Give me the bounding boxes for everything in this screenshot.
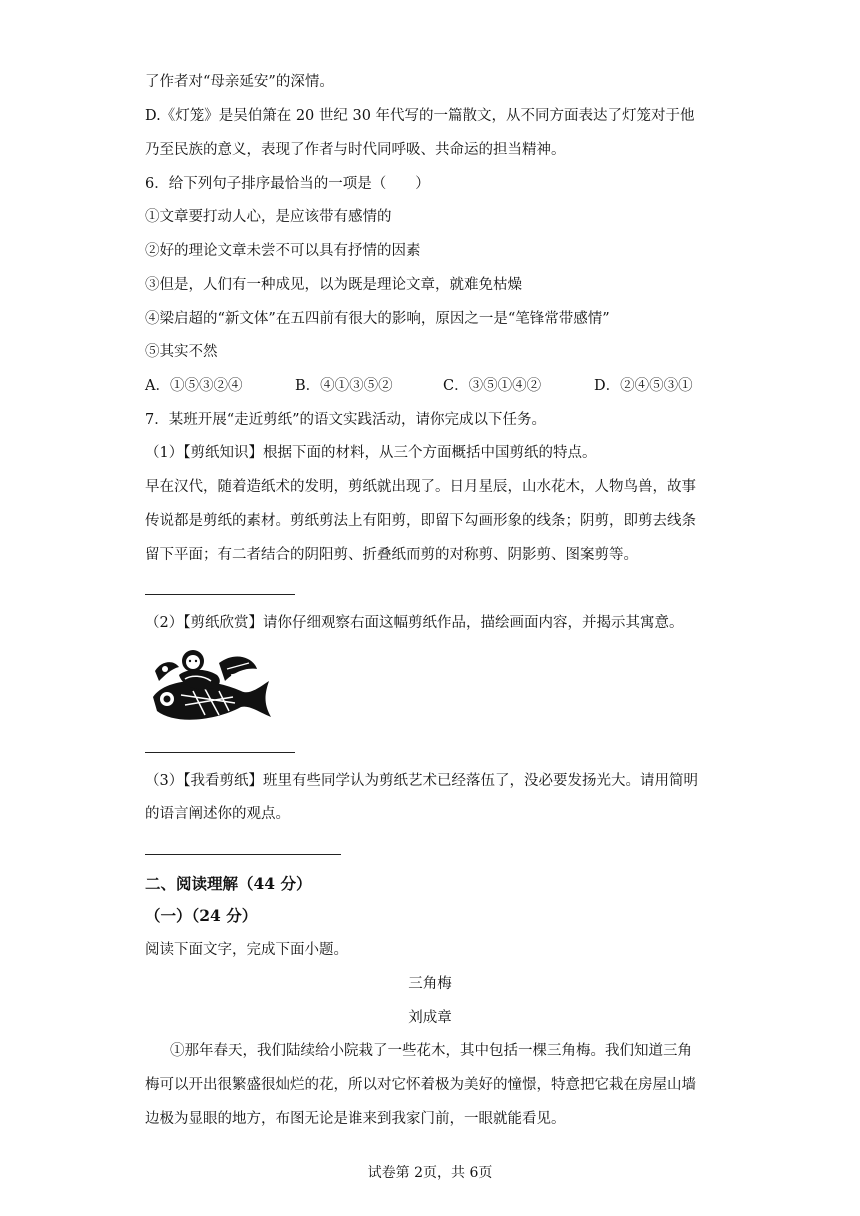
article-title: 三角梅 [408, 976, 452, 992]
sentence-1: ①文章要打动人心，是应该带有感情的 [145, 209, 392, 225]
sentence-5: ⑤其实不然 [145, 344, 218, 360]
option-c: C．③⑤①④② [443, 378, 542, 394]
material-line: 留下平面；有二者结合的阴阳剪、折叠纸而剪的对称剪、阴影剪、图案剪等。 [145, 547, 638, 563]
material-line: 传说都是剪纸的素材。剪纸剪法上有阳剪，即留下勾画形象的线条；阴剪，即剪去线条 [145, 513, 696, 529]
question-6: 6．给下列句子排序最恰当的一项是（ ） [145, 176, 430, 192]
material-line: 早在汉代，随着造纸术的发明，剪纸就出现了。日月星辰，山水花木，人物鸟兽，故事 [145, 479, 696, 495]
sentence-2: ②好的理论文章未尝不可以具有抒情的因素 [145, 243, 421, 259]
section-heading: 二、阅读理解（44 分） [145, 874, 312, 893]
option-b: B．④①③⑤② [295, 378, 393, 394]
paper-cut-image [145, 645, 275, 727]
instruction: 阅读下面文字，完成下面小题。 [145, 942, 348, 958]
option-a: A．①⑤③②④ [145, 378, 243, 394]
answer-line[interactable] [145, 752, 295, 753]
article-author: 刘成章 [408, 1010, 452, 1026]
question-7-2: （2）【剪纸欣赏】请你仔细观察右面这幅剪纸作品，描绘画面内容，并揭示其寓意。 [145, 615, 684, 631]
paragraph-line: 梅可以开出很繁盛很灿烂的花，所以对它怀着极为美好的憧憬，特意把它栽在房屋山墙 [145, 1077, 696, 1093]
paragraph-line: ①那年春天，我们陆续给小院栽了一些花木，其中包括一棵三角梅。我们知道三角 [170, 1043, 692, 1059]
answer-line[interactable] [145, 594, 295, 595]
paragraph-line: 边极为显眼的地方，布图无论是谁来到我家门前，一眼就能看见。 [145, 1111, 566, 1127]
subsection-heading: （一）（24 分） [145, 906, 258, 925]
page-footer: 试卷第 2页，共 6页 [367, 1165, 493, 1181]
question-7-3-cont: 的语言阐述你的观点。 [145, 806, 290, 822]
option-d-text: D.《灯笼》是吴伯箫在 20 世纪 30 年代写的一篇散文，从不同方面表达了灯笼对于他 [145, 108, 695, 124]
answer-line[interactable] [145, 854, 341, 855]
text-line: 了作者对“母亲延安”的深情。 [145, 74, 334, 90]
option-d: D．②④⑤③① [594, 378, 693, 394]
question-7: 7．某班开展“走近剪纸”的语文实践活动，请你完成以下任务。 [145, 412, 547, 428]
question-7-3: （3）【我看剪纸】班里有些同学认为剪纸艺术已经落伍了，没必要发扬光大。请用简明 [145, 773, 698, 789]
question-7-1: （1）【剪纸知识】根据下面的材料，从三个方面概括中国剪纸的特点。 [145, 445, 597, 461]
sentence-4: ④梁启超的“新文体”在五四前有很大的影响，原因之一是“笔锋常带感情” [145, 311, 610, 327]
text-line: 乃至民族的意义，表现了作者与时代同呼吸、共命运的担当精神。 [145, 142, 566, 158]
sentence-3: ③但是，人们有一种成见，以为既是理论文章，就难免枯燥 [145, 277, 522, 293]
